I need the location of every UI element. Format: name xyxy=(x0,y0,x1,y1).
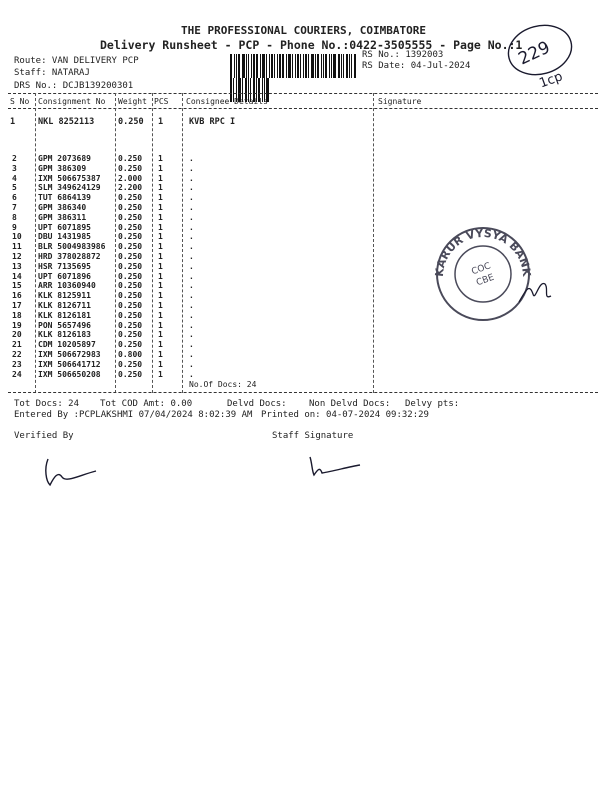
handwritten-count: 229 xyxy=(515,37,554,70)
stamp-signature xyxy=(515,272,555,312)
barcode-bar xyxy=(242,54,245,78)
no-of-docs: No.Of Docs: 24 xyxy=(189,380,257,389)
row-weight: 0.250 xyxy=(118,261,143,271)
row-1-weight: 0.250 xyxy=(118,117,144,127)
barcode-bar xyxy=(274,54,275,78)
barcode xyxy=(230,54,358,78)
row-details: . xyxy=(189,349,194,359)
row-pcs: 1 xyxy=(158,242,163,252)
col-divider xyxy=(35,93,36,393)
barcode-bar xyxy=(303,54,304,78)
tot-docs: Tot Docs: 24 xyxy=(14,399,80,409)
row-details: . xyxy=(189,271,194,281)
row-pcs: 1 xyxy=(158,222,163,232)
row-pcs: 1 xyxy=(158,183,163,193)
row-weight: 0.250 xyxy=(118,271,143,281)
row-weight: 0.250 xyxy=(118,163,143,173)
row-consignment: ARR 10360940 xyxy=(38,281,96,291)
row-1-details: KVB RPC I xyxy=(189,117,236,127)
col-consignment: Consignment No xyxy=(38,97,106,106)
row-consignment: KLK 8126181 xyxy=(38,310,91,320)
company-title: THE PROFESSIONAL COURIERS, COIMBATORE xyxy=(181,24,427,37)
row-sno: 24 xyxy=(12,369,22,379)
barcode-bar xyxy=(269,54,270,78)
barcode-bar xyxy=(292,54,293,78)
row-details: . xyxy=(189,291,194,301)
row-consignment: DBU 1431985 xyxy=(38,232,91,242)
row-sno: 8 xyxy=(12,212,17,222)
row-pcs: 1 xyxy=(158,330,163,340)
row-sno: 10 xyxy=(12,232,22,242)
row-pcs: 1 xyxy=(158,232,163,242)
barcode-bar xyxy=(262,54,265,78)
entered-by: Entered By :PCPLAKSHMI 07/04/2024 8:02:39 AM xyxy=(14,410,253,420)
row-sno: 7 xyxy=(12,202,17,212)
row-sno: 18 xyxy=(12,310,22,320)
row-weight: 0.250 xyxy=(118,232,143,242)
row-sno: 19 xyxy=(12,320,22,330)
row-sno: 20 xyxy=(12,330,22,340)
row-weight: 0.250 xyxy=(118,202,143,212)
row-sno: 23 xyxy=(12,359,22,369)
barcode-bar xyxy=(305,54,307,78)
row-details: . xyxy=(189,163,194,173)
row-details: . xyxy=(189,261,194,271)
col-sno: S No xyxy=(10,97,30,106)
barcode-bar xyxy=(286,54,287,78)
delvd-docs: Delvd Docs: xyxy=(227,399,287,409)
row-weight: 0.250 xyxy=(118,340,143,350)
barcode-bar xyxy=(321,54,322,78)
row-sno: 13 xyxy=(12,261,22,271)
row-sno: 21 xyxy=(12,340,22,350)
barcode-bar xyxy=(260,54,261,78)
row-weight: 0.250 xyxy=(118,251,143,261)
row-pcs: 1 xyxy=(158,193,163,203)
row-details: . xyxy=(189,154,194,163)
row-details: . xyxy=(189,281,194,291)
row-pcs: 1 xyxy=(158,281,163,291)
row-consignment: UPT 6071896 xyxy=(38,271,91,281)
stamp-code-2: CBE xyxy=(475,272,496,289)
staff-label: Staff: NATARAJ xyxy=(14,68,90,78)
route-label: Route: VAN DELIVERY PCP xyxy=(14,56,139,66)
staff-signature xyxy=(304,455,364,480)
row-sno: 12 xyxy=(12,251,22,261)
rs-number: RS No.: 1392003 xyxy=(362,50,444,60)
row-pcs: 1 xyxy=(158,349,163,359)
row-sno: 15 xyxy=(12,281,22,291)
row-weight: 2.000 xyxy=(118,173,143,183)
row-details: . xyxy=(189,369,194,379)
row-consignment: UPT 6071895 xyxy=(38,222,91,232)
row-consignment: IXM 506675387 xyxy=(38,173,101,183)
barcode-bar xyxy=(325,54,327,78)
rs-date: RS Date: 04-Jul-2024 xyxy=(362,61,471,71)
row-pcs: 1 xyxy=(158,320,163,330)
row-details: . xyxy=(189,251,194,261)
row-sno: 5 xyxy=(12,183,17,193)
row-consignment: GPM 2073689 xyxy=(38,154,91,163)
row-consignment: HRD 378028872 xyxy=(38,251,101,261)
runsheet-subtitle: Delivery Runsheet - PCP - Phone No.:0422-3505555 - Page No.:1 xyxy=(100,38,523,52)
non-delvd-docs: Non Delvd Docs: xyxy=(309,399,391,409)
header-rule-bottom xyxy=(8,108,598,109)
barcode-bar xyxy=(248,54,249,78)
row-details: . xyxy=(189,193,194,203)
row-consignment: CDM 10205897 xyxy=(38,340,96,350)
barcode-bar xyxy=(349,54,350,78)
barcode-bar xyxy=(343,54,344,78)
barcode-bar xyxy=(317,54,319,78)
row-1-sno: 1 xyxy=(10,117,16,127)
row-pcs: 1 xyxy=(158,261,163,271)
barcode-bar xyxy=(288,54,291,78)
col-signature: Signature xyxy=(378,97,422,106)
row-pcs: 1 xyxy=(158,212,163,222)
row-sno: 14 xyxy=(12,271,22,281)
row-weight: 0.250 xyxy=(118,359,143,369)
delvy-pts: Delvy pts: xyxy=(405,399,460,409)
row-weight: 0.250 xyxy=(118,310,143,320)
barcode-bar xyxy=(230,54,232,78)
row-details: . xyxy=(189,359,194,369)
col-pcs: PCS xyxy=(154,97,169,106)
barcode-bar xyxy=(341,54,342,78)
barcode-bar xyxy=(282,54,284,78)
col-weight: Weight xyxy=(118,97,147,106)
row-consignment: PON 5657496 xyxy=(38,320,91,330)
row-weight: 0.250 xyxy=(118,300,143,310)
barcode-bar xyxy=(277,54,278,78)
stamp-bank-name: KARUR VYSYA BANK xyxy=(432,226,534,278)
row-details: . xyxy=(189,222,194,232)
row-weight: 0.250 xyxy=(118,222,143,232)
barcode-bar xyxy=(238,54,240,78)
row-1-pcs: 1 xyxy=(158,117,164,127)
table-rule-bottom xyxy=(8,392,598,393)
row-pcs: 1 xyxy=(158,369,163,379)
row-weight: 0.250 xyxy=(118,212,143,222)
barcode-bar xyxy=(329,54,330,78)
row-weight: 0.250 xyxy=(118,154,143,163)
row-consignment: HSR 7135695 xyxy=(38,261,91,271)
barcode-bar xyxy=(333,54,336,78)
row-weight: 0.250 xyxy=(118,242,143,252)
row-sno: 2 xyxy=(12,154,17,163)
row-1-consignment: NKL 8252113 xyxy=(38,117,95,127)
row-consignment: BLR 5004983986 xyxy=(38,242,106,252)
barcode-bar xyxy=(297,54,299,78)
row-consignment: TUT 6864139 xyxy=(38,193,91,203)
drs-number: DRS No.: DCJB139200301 xyxy=(14,81,134,91)
row-details: . xyxy=(189,330,194,340)
row-consignment: KLK 8126183 xyxy=(38,330,91,340)
barcode-bar xyxy=(315,54,316,78)
row-sno: 3 xyxy=(12,163,17,173)
barcode-bar xyxy=(338,54,340,78)
row-consignment: IXM 506672983 xyxy=(38,349,101,359)
row-pcs: 1 xyxy=(158,154,163,163)
row-consignment: GPM 386340 xyxy=(38,202,87,212)
barcode-bar xyxy=(300,54,301,78)
row-consignment: SLM 349624129 xyxy=(38,183,101,193)
row-pcs: 1 xyxy=(158,359,163,369)
barcode-bar xyxy=(246,54,247,78)
col-divider xyxy=(373,93,374,393)
row-pcs: 1 xyxy=(158,202,163,212)
barcode-bar xyxy=(256,54,258,78)
barcode-bar xyxy=(346,54,348,78)
barcode-bar xyxy=(308,54,309,78)
printed-on: Printed on: 04-07-2024 09:32:29 xyxy=(261,410,429,420)
row-consignment: KLK 8126711 xyxy=(38,300,91,310)
barcode-bar xyxy=(295,54,296,78)
verified-by: Verified By xyxy=(14,431,74,441)
row-weight: 0.250 xyxy=(118,369,143,379)
row-sno: 11 xyxy=(12,242,22,252)
barcode-bar xyxy=(234,54,235,78)
row-weight: 0.250 xyxy=(118,330,143,340)
handwritten-note xyxy=(500,22,590,92)
row-pcs: 1 xyxy=(158,310,163,320)
row-pcs: 1 xyxy=(158,271,163,281)
row-details: . xyxy=(189,173,194,183)
row-weight: 0.800 xyxy=(118,349,143,359)
row-details: . xyxy=(189,202,194,212)
row-consignment: KLK 8125911 xyxy=(38,291,91,301)
row-sno: 17 xyxy=(12,300,22,310)
verifier-signature xyxy=(40,455,100,490)
row-details: . xyxy=(189,310,194,320)
row-details: . xyxy=(189,320,194,330)
row-sno: 16 xyxy=(12,291,22,301)
barcode-bar xyxy=(354,54,356,78)
row-pcs: 1 xyxy=(158,173,163,183)
row-pcs: 1 xyxy=(158,163,163,173)
row-weight: 0.250 xyxy=(118,193,143,203)
row-weight: 2.200 xyxy=(118,183,143,193)
row-details: . xyxy=(189,232,194,242)
row-details: . xyxy=(189,340,194,350)
col-divider xyxy=(182,93,183,393)
row-details: . xyxy=(189,183,194,193)
barcode-bar xyxy=(271,54,273,78)
barcode-bar xyxy=(351,54,352,78)
row-pcs: 1 xyxy=(158,300,163,310)
row-details: . xyxy=(189,242,194,252)
row-sno: 9 xyxy=(12,222,17,232)
row-weight: 0.250 xyxy=(118,291,143,301)
row-pcs: 1 xyxy=(158,340,163,350)
row-pcs: 1 xyxy=(158,291,163,301)
row-consignment: IXM 506650208 xyxy=(38,369,101,379)
handwritten-code: 1cp xyxy=(537,69,565,92)
header-rule-top xyxy=(8,93,598,94)
tot-cod: Tot COD Amt: 0.00 xyxy=(100,399,193,409)
row-details: . xyxy=(189,300,194,310)
row-sno: 4 xyxy=(12,173,17,183)
barcode-bar xyxy=(253,54,255,78)
barcode-bar xyxy=(251,54,252,78)
row-weight: 0.250 xyxy=(118,281,143,291)
barcode-bar xyxy=(323,54,324,78)
col-divider xyxy=(152,93,153,393)
row-details: . xyxy=(189,212,194,222)
barcode-bar xyxy=(266,54,267,78)
barcode-bar xyxy=(311,54,314,78)
staff-signature-label: Staff Signature xyxy=(272,431,354,441)
col-details: Consignee Details xyxy=(186,97,268,106)
row-pcs: 1 xyxy=(158,251,163,261)
barcode-bar xyxy=(236,54,237,78)
row-sno: 22 xyxy=(12,349,22,359)
row-consignment: IXM 506641712 xyxy=(38,359,101,369)
barcode-bar xyxy=(331,54,332,78)
row-weight: 0.250 xyxy=(118,320,143,330)
stamp-code-1: COC xyxy=(470,261,493,278)
row-consignment: GPM 386309 xyxy=(38,163,87,173)
row-sno: 6 xyxy=(12,193,17,203)
col-divider xyxy=(115,93,116,393)
barcode-bar xyxy=(279,54,281,78)
row-consignment: GPM 386311 xyxy=(38,212,87,222)
